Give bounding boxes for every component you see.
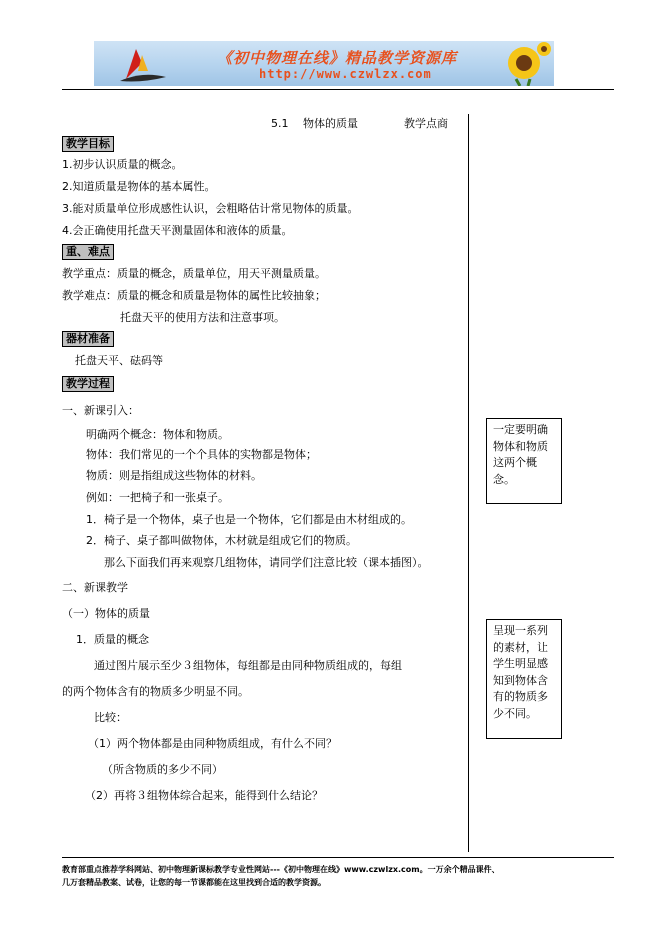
intro-line: 例如：一把椅子和一张桌子。 bbox=[86, 491, 229, 504]
key-difficulty-cont: 托盘天平的使用方法和注意事项。 bbox=[120, 311, 285, 324]
banner-url[interactable]: http://www.czwlzx.com bbox=[259, 67, 432, 81]
paragraph-line: 通过图片展示至少３组物体，每组都是由同种物质组成的，每组 bbox=[94, 659, 402, 672]
key-difficulty: 教学难点：质量的概念和质量是物体的属性比较抽象； bbox=[62, 289, 326, 302]
footer-line: 教育部重点推荐学科网站、初中物理新课标教学专业性网站---《初中物理在线》www.czwlzx.com。一万余个精品课件、 bbox=[62, 865, 500, 874]
banner-title: 《初中物理在线》精品教学资源库 bbox=[217, 49, 458, 67]
question-2: （2）再将３组物体综合起来，能得到什么结论？ bbox=[85, 789, 323, 802]
intro-heading: 一、新课引入： bbox=[62, 404, 139, 417]
margin-note: 一定要明确物体和物质这两个概念。 bbox=[486, 418, 562, 504]
lesson-title: 物体的质量 bbox=[303, 117, 358, 130]
goal-item: 4.会正确使用托盘天平测量固体和液体的质量。 bbox=[62, 224, 293, 237]
key-focus: 教学重点：质量的概念，质量单位，用天平测量质量。 bbox=[62, 267, 326, 280]
intro-line: 2．椅子、桌子都叫做物体，木材就是组成它们的物质。 bbox=[86, 534, 357, 547]
new-lesson-heading: 二、新课教学 bbox=[62, 581, 128, 594]
intro-line: 明确两个概念：物体和物质。 bbox=[86, 428, 229, 441]
intro-line: 物体：我们常见的一个个具体的实物都是物体； bbox=[86, 448, 317, 461]
site-banner bbox=[94, 41, 554, 86]
sub-heading: （一）物体的质量 bbox=[62, 607, 150, 620]
column-divider bbox=[468, 114, 469, 852]
section-process: 教学过程 bbox=[62, 376, 114, 392]
sunflower-icon bbox=[494, 41, 554, 86]
intro-line: 物质：则是指组成这些物体的材料。 bbox=[86, 469, 262, 482]
goal-item: 1.初步认识质量的概念。 bbox=[62, 158, 183, 171]
goal-item: 3.能对质量单位形成感性认识，会粗略估计常见物体的质量。 bbox=[62, 202, 359, 215]
lesson-number: 5.1 bbox=[271, 117, 289, 130]
header-rule bbox=[62, 89, 614, 90]
compare-label: 比较： bbox=[94, 711, 127, 724]
footer-rule bbox=[62, 857, 614, 858]
goal-item: 2.知道质量是物体的基本属性。 bbox=[62, 180, 216, 193]
answer-1: （所含物质的多少不同） bbox=[102, 763, 223, 776]
margin-note: 呈现一系列的素材，让学生明显感知到物体含有的物质多少不同。 bbox=[486, 619, 562, 739]
document-type: 教学点商 bbox=[404, 117, 448, 130]
site-logo-icon bbox=[112, 41, 172, 86]
paragraph-line: 的两个物体含有的物质多少明显不同。 bbox=[62, 685, 249, 698]
section-key-points: 重、难点 bbox=[62, 244, 114, 260]
intro-line: 1．椅子是一个物体，桌子也是一个物体，它们都是由木材组成的。 bbox=[86, 513, 412, 526]
item-heading: 1．质量的概念 bbox=[76, 633, 149, 646]
intro-line: 那么下面我们再来观察几组物体，请同学们注意比较（课本插图）。 bbox=[104, 556, 429, 569]
section-goals: 教学目标 bbox=[62, 136, 114, 152]
section-materials: 器材准备 bbox=[62, 331, 114, 347]
materials-text: 托盘天平、砝码等 bbox=[75, 354, 163, 367]
question-1: （1）两个物体都是由同种物质组成，有什么不同？ bbox=[88, 737, 337, 750]
footer-line: 几万套精品教案、试卷，让您的每一节课都能在这里找到合适的教学资源。 bbox=[62, 878, 326, 887]
